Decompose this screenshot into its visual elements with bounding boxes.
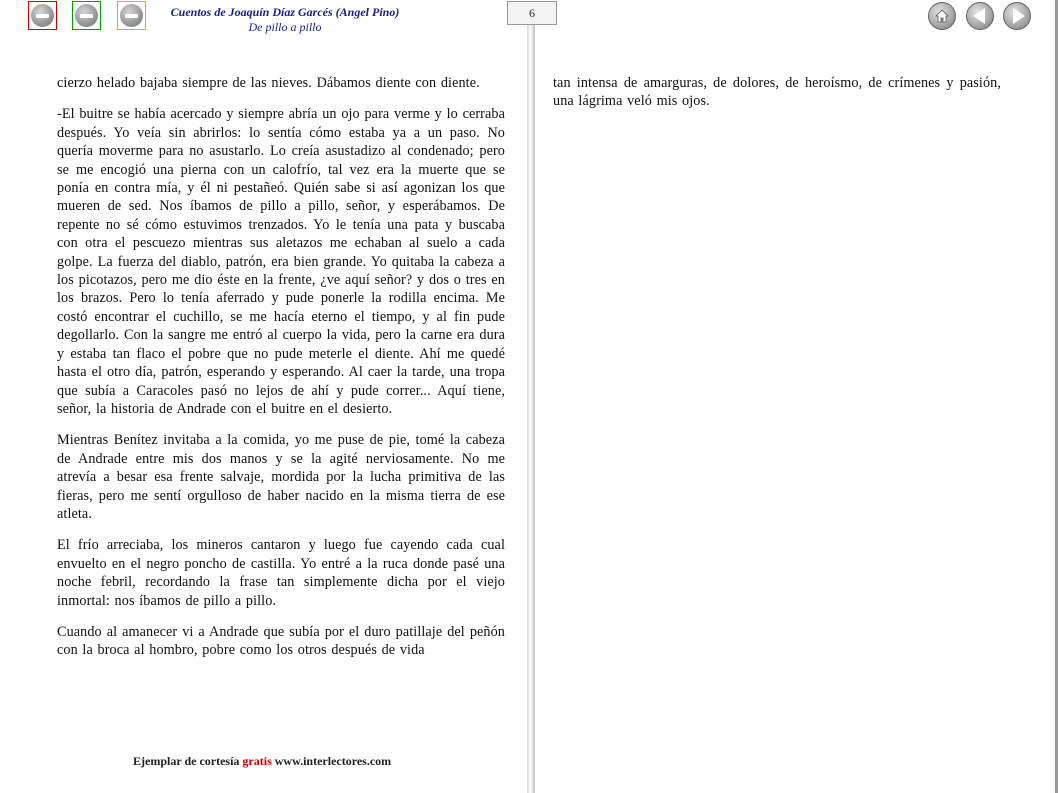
window-button-green[interactable] — [72, 1, 101, 30]
window-button-red[interactable] — [28, 1, 57, 30]
left-page-text — [57, 74, 505, 722]
book-spine — [527, 25, 535, 793]
page-number: 6 — [507, 1, 557, 25]
minus-icon — [120, 4, 143, 27]
right-page-text — [553, 74, 1001, 124]
paragraph: -El buitre se había acercado y siempre abría un ojo para verme y lo cerraba después. Yo veía sin abrirlos: lo sentía cómo estaba ya a un paso. No quería moverme para no asustarlo. Lo creía asustadizo al condenado; pero se me encogió una pierna con un calofrío, tal vez era la muerte que se ponía en contra mía, y él ni pestañeó. Quién sabe si así agonizan los que mueren de sed. Nos íbamos de pillo a pillo, señor, y esperábamos. De repente no sé cómo estuvimos trenzados. Yo le tenía una pata y buscaba con otra el pescuezo mientras sus aletazos me echaban al suelo a cada golpe. La fuerza del diablo, patrón, era bien grande. Yo quitaba la cabeza a los picotazos, pero me dio éste en la frente, ¿ve aquí señor? y dos o tres en los brazos. Pero lo tenía aferrado y pude ponerle la rodilla encima. Me costó encontrar el cuchillo, se me hacía eterno el tiempo, y al fin pude degollarlo. Con la sangre me entró al cuerpo la vida, pero la carne era dura y estaba tan flaco el pobre que no pude meterle el diente. Ahí me quedé hasta el otro día, patrón, esperando y esperando. Al caer la tarde, una tropa que subía a Caracoles pasó no lejos de ahí y pude correr... Aquí tiene, señor, la historia de Andrade con el buitre en el desierto. — [57, 106, 505, 417]
footer-prefix: Ejemplar de cortesía — [133, 754, 240, 768]
footer-free: gratis — [242, 754, 272, 768]
paragraph: Mientras Benítez invitaba a la comida, yo me puse de pie, tomé la cabeza de Andrade entre mis dos manos y se la agité nerviosamente. No me atrevía a besar esa frente salvaje, mordida por la lucha primitiva de las fieras, pero me sentí orgulloso de haber nacido en la misma tierra de ese atleta. — [57, 432, 505, 522]
story-title: De pillo a pillo — [248, 20, 322, 34]
previous-page-button[interactable] — [966, 2, 994, 30]
next-page-button[interactable] — [1003, 2, 1031, 30]
arrow-right-icon — [1013, 8, 1025, 24]
home-icon — [934, 8, 950, 24]
paragraph: cierzo helado bajaba siempre de las nieves. Dábamos diente con diente. — [57, 75, 480, 91]
minus-icon — [31, 4, 54, 27]
arrow-left-icon — [973, 8, 985, 24]
footer — [133, 754, 433, 769]
paragraph: Cuando al amanecer vi a Andrade que subía por el duro patillaje del peñón con la broca al hombro, pobre como los otros después de vida — [57, 623, 505, 659]
footer-site-link[interactable]: www.interlectores.com — [274, 754, 392, 768]
home-button[interactable] — [928, 2, 956, 30]
book-header — [170, 5, 400, 35]
book-title: Cuentos de Joaquín Díaz Garcés (Angel Pino) — [170, 5, 400, 19]
paragraph: El frío arreciaba, los mineros cantaron y luego fue cayendo cada cual envuelto en el negro poncho de castilla. Yo entré a la ruca donde pasé una noche febril, recordando la frase tan simplemente dicha por el viejo inmortal: nos íbamos de pillo a pillo. — [57, 537, 505, 609]
paragraph: tan intensa de amarguras, de dolores, de heroísmo, de crímenes y pasión, una lágrima veló mis ojos. — [553, 75, 1001, 110]
minus-icon — [75, 4, 98, 27]
window-button-yellow[interactable] — [117, 1, 146, 30]
